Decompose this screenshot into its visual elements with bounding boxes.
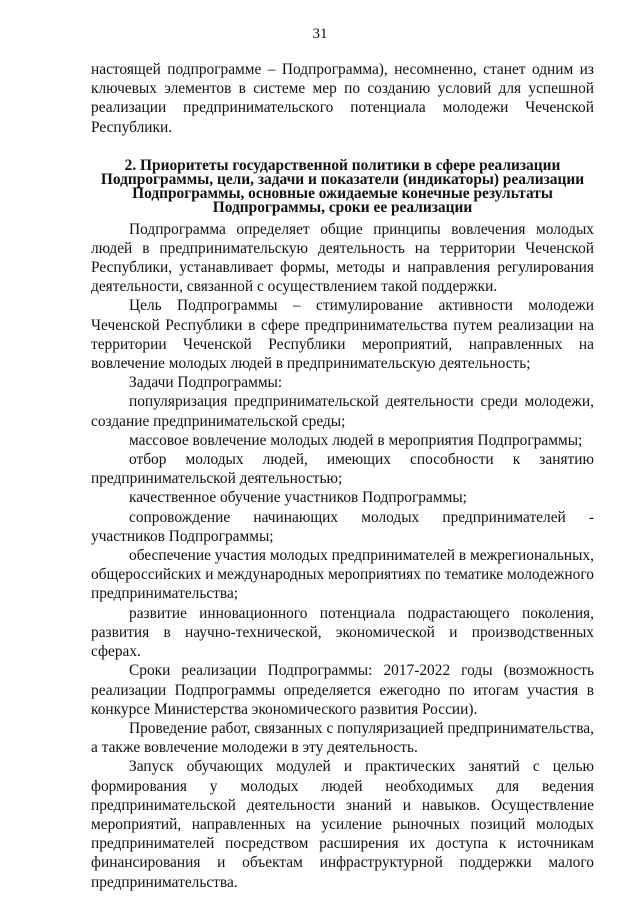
- paragraph: Сроки реализации Подпрограммы: 2017-2022 годы (возможность реализации Подпрограммы определяется ежегодно по итогам участия в конкурсе Министерства экономического развития России).: [91, 662, 594, 718]
- intro-paragraph: настоящей подпрограмме – Подпрограмма), несомненно, станет одним из ключевых элементов в системе мер по созданию условий для успешной реализации предпринимательского потенциала молодежи Чеченской Республики.: [91, 61, 594, 136]
- paragraph: сопровождение начинающих молодых предпринимателей - участников Подпрограммы;: [91, 508, 594, 545]
- paragraph: Подпрограмма определяет общие принципы вовлечения молодых людей в предпринимательскую деятельность на территории Чеченской Республики, устанавливает формы, методы и направления регулирования деятельности, связанной с осуществлением такой поддержки.: [91, 220, 594, 296]
- paragraph: популяризация предпринимательской деятельности среди молодежи, создание предпринимательской среды;: [91, 393, 594, 430]
- paragraph: обеспечение участия молодых предпринимателей в межрегиональных, общероссийских и международных мероприятиях по тематике молодежного предпринимательства;: [91, 547, 595, 603]
- document-body: [91, 60, 594, 892]
- heading-line: Подпрограммы, цели, задачи и показатели (индикаторы) реализации: [100, 171, 585, 189]
- paragraph: качественное обучение участников Подпрограммы;: [129, 489, 467, 507]
- page-number: 31: [312, 26, 328, 42]
- paragraph: Проведение работ, связанных с популяризацией предпринимательства, а также вовлечение молодежи в эту деятельность.: [91, 719, 594, 757]
- heading-line: Подпрограммы, сроки ее реализации: [212, 199, 473, 217]
- paragraph: массовое вовлечение молодых людей в мероприятия Подпрограммы;: [129, 431, 583, 449]
- paragraph: Цель Подпрограммы – стимулирование активности молодежи Чеченской Республики в сфере предпринимательства путем реализации на территории Чеченской Республики мероприятий, направленных на вовлечение молодых людей в предпринимательскую деятельность;: [91, 297, 594, 373]
- section-heading: [91, 156, 594, 217]
- paragraph: Запуск обучающих модулей и практических занятий с целью формирования у молодых людей необходимых для ведения предпринимательской деятельности знаний и навыков. Осуществление мероприятий, направленных на усиление рыночных позиций молодых предпринимателей посредством расширения их доступа к источникам финансирования и объектам инфраструктурной поддержки малого предпринимательства.: [91, 758, 594, 891]
- paragraph: развитие инновационного потенциала подрастающего поколения, развития в научно-технической, экономической и производственных сферах.: [91, 604, 594, 661]
- paragraph: Задачи Подпрограммы:: [129, 374, 283, 392]
- heading-line: Подпрограммы, основные ожидаемые конечные результаты: [132, 185, 553, 203]
- paragraph: отбор молодых людей, имеющих способности к занятию предпринимательской деятельностью;: [91, 451, 594, 488]
- heading-line: 2. Приоритеты государственной политики в сфере реализации: [124, 156, 561, 174]
